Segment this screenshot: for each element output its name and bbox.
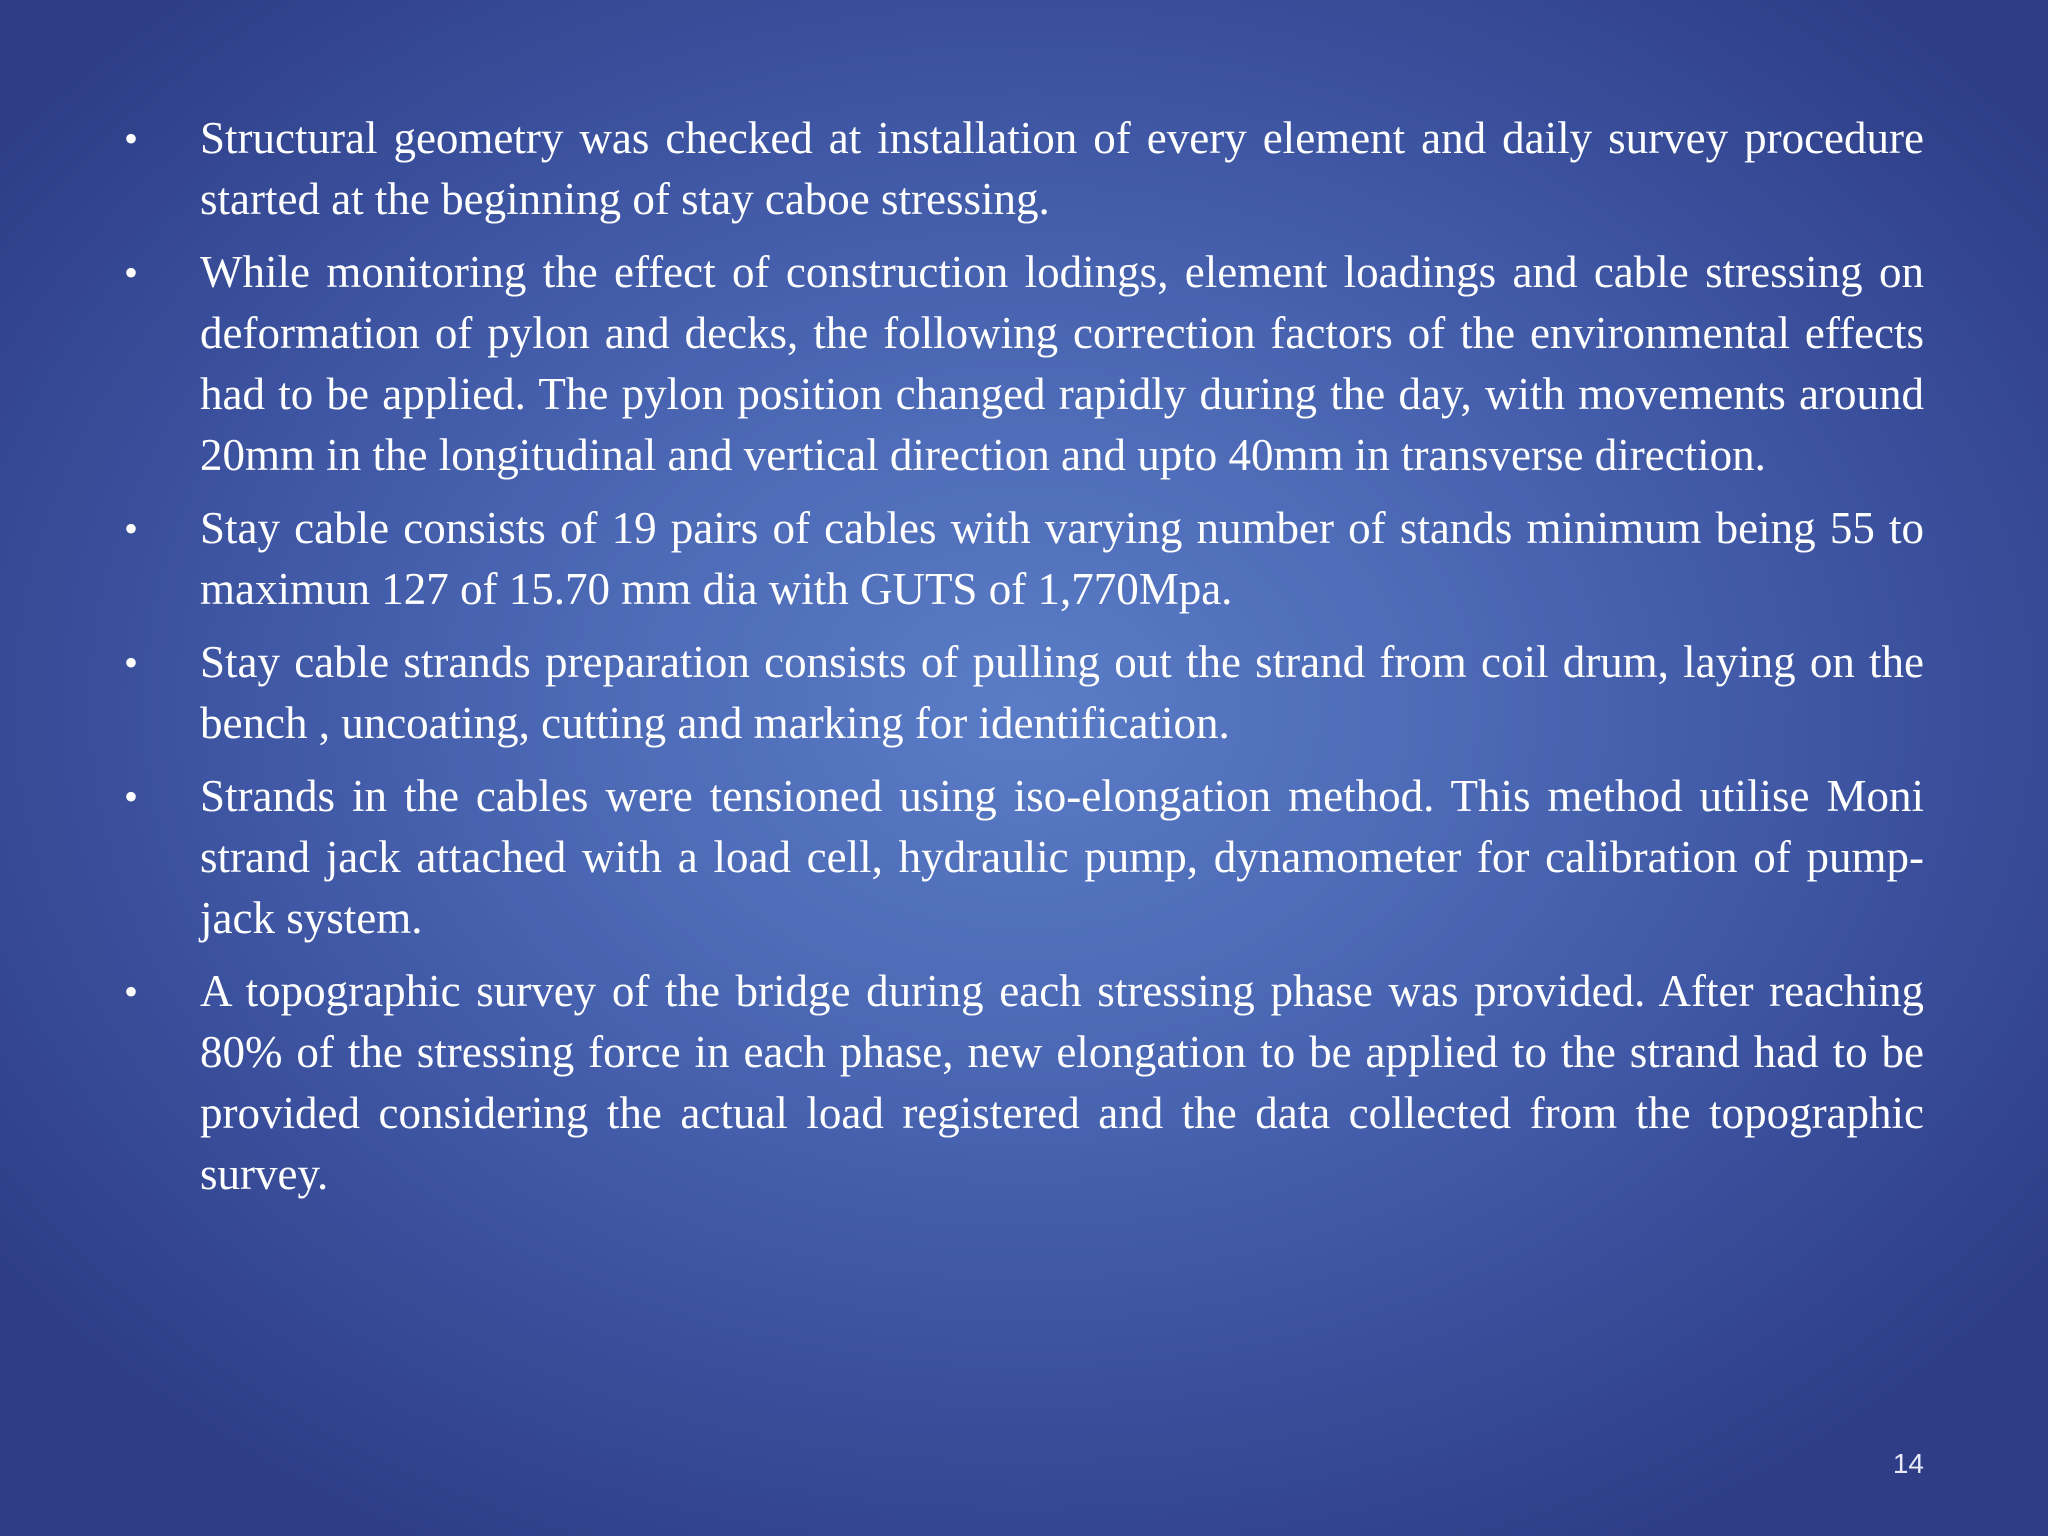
- bullet-item: [118, 242, 1924, 486]
- bullet-item: [118, 632, 1924, 754]
- bullet-text: Stay cable strands preparation consists of pulling out the strand from coil drum, laying on the bench , uncoating, cutting and marking for identification.: [200, 637, 1924, 748]
- bullet-marker: •: [124, 506, 139, 551]
- bullet-marker: •: [124, 116, 139, 161]
- bullet-marker: •: [124, 774, 139, 819]
- bullet-text: Strands in the cables were tensioned using iso-elongation method. This method utilise Moni strand jack attached with a load cell, hydraulic pump, dynamometer for calibration of pump-jack system.: [200, 771, 1924, 943]
- bullet-item: [118, 498, 1924, 620]
- bullet-text: Stay cable consists of 19 pairs of cables with varying number of stands minimum being 55 to maximun 127 of 15.70 mm dia with GUTS of 1,770Mpa.: [200, 503, 1924, 614]
- bullet-marker: •: [124, 250, 139, 295]
- bullet-marker: •: [124, 969, 139, 1014]
- bullet-marker: •: [124, 640, 139, 685]
- bullet-list: [118, 108, 1924, 1217]
- bullet-item: [118, 108, 1924, 230]
- bullet-text: Structural geometry was checked at installation of every element and daily survey procedure started at the beginning of stay caboe stressing.: [200, 113, 1924, 224]
- bullet-text: While monitoring the effect of construction lodings, element loadings and cable stressing on deformation of pylon and decks, the following correction factors of the environmental effects had to be applied. The pylon position changed rapidly during the day, with movements around 20mm in the longitudinal and vertical direction and upto 40mm in transverse direction.: [200, 247, 1924, 480]
- slide-number: 14: [1892, 1448, 1924, 1479]
- bullet-item: [118, 961, 1924, 1205]
- bullet-text: A topographic survey of the bridge during each stressing phase was provided. After reaching 80% of the stressing force in each phase, new elongation to be applied to the strand had to be provided considering the actual load registered and the data collected from the topographic survey.: [200, 966, 1924, 1199]
- bullet-item: [118, 766, 1924, 949]
